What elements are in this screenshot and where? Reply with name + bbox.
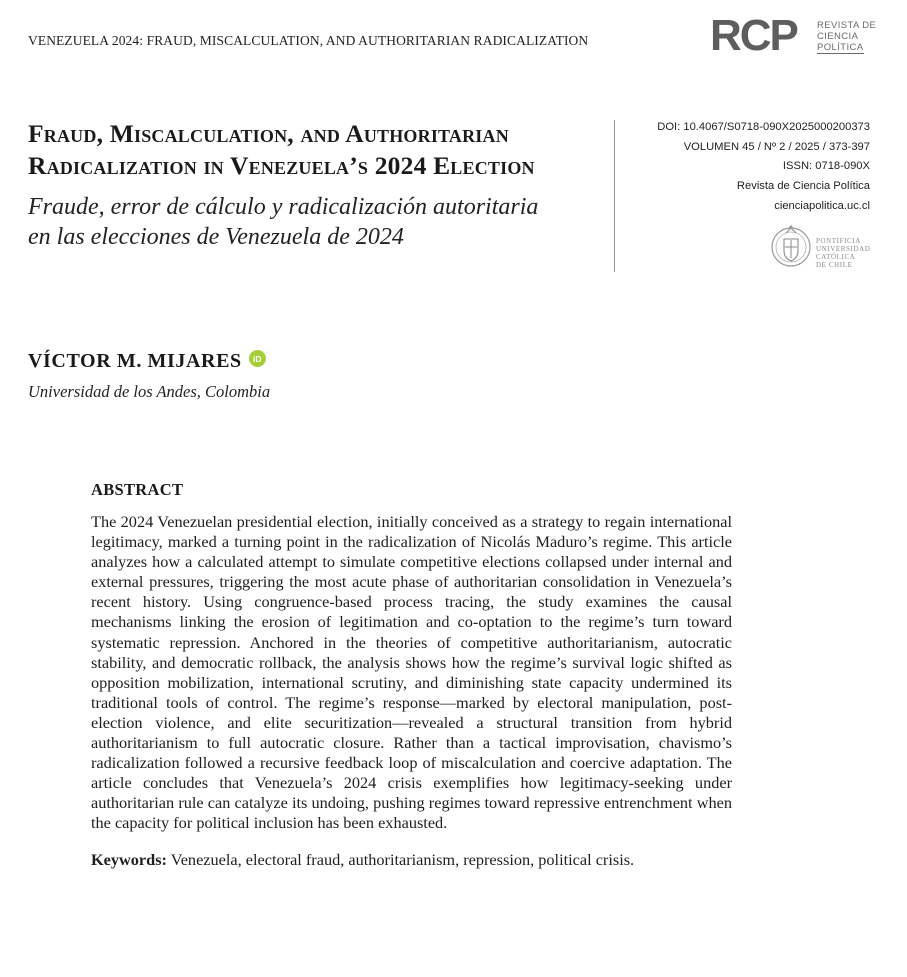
university-logo [770,220,880,274]
university-seal-icon [770,220,812,274]
university-name [816,237,870,269]
logo-acronym: RCP [710,11,797,60]
abstract-heading: ABSTRACT [91,480,184,499]
university-line-1: PONTIFICIA [816,237,861,245]
logo-wordmark [817,20,876,54]
volume-info: VOLUMEN 45 / Nº 2 / 2025 / 373-397 [683,140,870,153]
author-name: VÍCTOR M. MIJARES [28,350,242,372]
university-line-3: CATÓLICA [816,253,856,261]
abstract-body: The 2024 Venezuelan presidential election, initially conceived as a strategy to regain international legitimacy, marked a turning point in the radicalization of Nicolás Maduro’s regime. This article analyzes how a calculated attempt to simulate competitive elections collapsed under internal and external pressures, triggering the most acute phase of authoritarian consolidation in Venezuela’s recent history. Using congruence-based process tracing, the study examines the causal mechanisms linking the erosion of legitimation and co-optation to the regime’s turn toward systematic repression. Anchored in the theories of competitive authoritarianism, autocratic stability, and democratic rollback, the analysis shows how the regime’s survival logic shifted as opposition mobilization, international scrutiny, and diminishing state capacity undermined its traditional tools of control. The regime’s response—marked by electoral manipulation, post-election violence, and elite securitization—revealed a structural transition from hybrid authoritarianism to full autocratic closure. Rather than a tactical improvisation, chavismo’s radicalization followed a recursive feedback loop of miscalculation and coercive adaptation. The article concludes that Venezuela’s 2024 crisis exemplifies how legitimacy-seeking under authoritarian rule can catalyze its undoing, pushing regimes toward repressive entrenchment when the capacity for political inclusion has been exhausted. [91,512,732,833]
article-subtitle-line-2: en las elecciones de Venezuela de 2024 [28,224,404,250]
university-line-4: DE CHILE [816,261,853,269]
journal-name: Revista de Ciencia Política [736,180,870,193]
article-title [28,118,608,182]
keywords-list: Venezuela, electoral fraud, authoritarianism, repression, political crisis. [166,849,635,869]
article-title-line-2: Radicalization in Venezuela’s 2024 Election [28,151,535,180]
journal-website-link[interactable]: cienciapolitica.uc.cl [774,199,870,212]
logo-line-2: CIENCIA [817,31,859,42]
title-block [28,118,608,252]
orcid-icon[interactable]: iD [249,350,266,367]
running-head: VENEZUELA 2024: FRAUD, MISCALCULATION, AND AUTHORITARIAN RADICALIZATION [28,33,589,48]
publication-meta [657,118,870,217]
doi[interactable]: DOI: 10.4067/S0718-090X2025000200373 [657,121,870,133]
article-title-line-1: Fraud, Miscalculation, and Authoritarian [28,119,509,148]
author-affiliation: Universidad de los Andes, Colombia [28,382,271,401]
author-line [28,350,266,373]
logo-line-1: REVISTA DE [817,20,877,31]
article-subtitle [28,192,608,252]
article-subtitle-line-1: Fraude, error de cálculo y radicalización autoritaria [28,194,539,220]
logo-line-3: POLÍTICA [817,42,864,53]
vertical-divider [614,120,615,272]
abstract-section [91,480,732,870]
keywords [91,850,732,870]
issn: ISSN: 0718-090X [782,160,870,173]
keywords-label: Keywords: [91,849,167,869]
rcp-logo [710,11,880,64]
university-line-2: UNIVERSIDAD [816,245,871,253]
